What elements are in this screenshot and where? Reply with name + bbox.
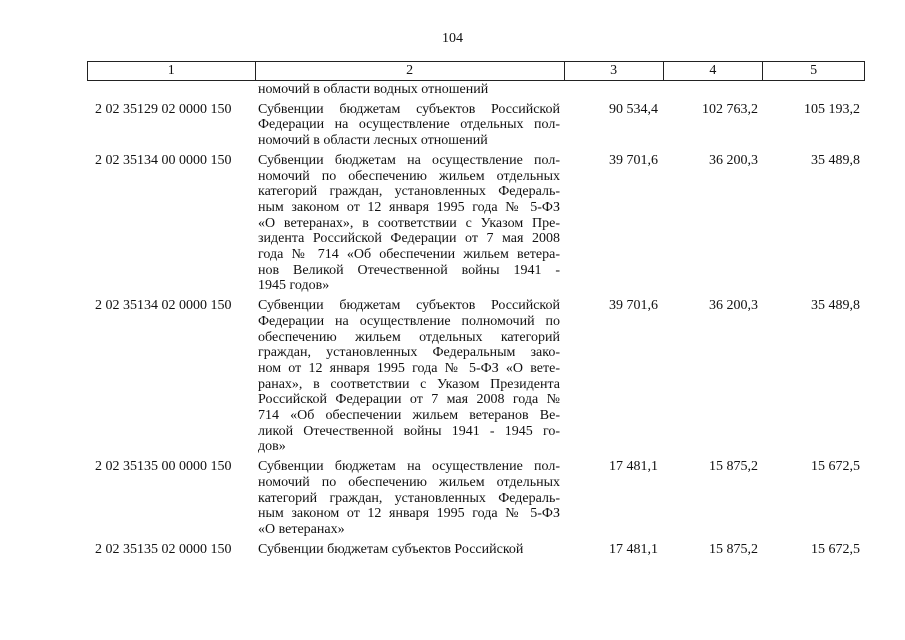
description-line: Субвенции бюджетам субъектов Российской <box>258 541 524 557</box>
description-cell <box>255 102 565 149</box>
table-row <box>87 459 865 538</box>
header-col-3: 3 <box>565 62 664 80</box>
description-line: Субвенции бюджетам на осуществление пол- <box>258 459 560 475</box>
description-line: номочий в области водных отношений <box>258 82 489 97</box>
description-line: Субвенции бюджетам субъектов Российской <box>258 101 560 117</box>
description-line: ным законом от 12 января 1995 года № 5-ФЗ <box>258 199 560 215</box>
description-line: зидента Российской Федерации от 7 мая 2008 <box>258 231 560 247</box>
description-line: номочий в области лесных отношений <box>258 133 488 149</box>
value-year-2-cell: 15 875,2 <box>709 459 758 475</box>
description-line: года № 714 «Об обеспечении жильем ветера- <box>258 247 560 263</box>
description-cell <box>255 542 565 558</box>
description-cell <box>255 459 565 538</box>
description-line: дов» <box>258 439 286 455</box>
description-cell <box>255 298 565 455</box>
value-year-1-cell: 39 701,6 <box>609 152 658 168</box>
budget-code-cell: 2 02 35134 00 0000 150 <box>95 152 232 168</box>
description-line: ранах», в соответствии с Указом Президента <box>258 376 560 392</box>
description-line: обеспечению жильем отдельных категорий <box>258 329 560 345</box>
budget-code-cell: 2 02 35135 00 0000 150 <box>95 459 232 475</box>
value-year-1-cell: 17 481,1 <box>609 541 658 557</box>
value-year-1-cell: 17 481,1 <box>609 459 658 475</box>
value-year-2-cell: 36 200,3 <box>709 152 758 168</box>
header-col-1: 1 <box>88 62 256 80</box>
value-year-2-cell: 36 200,3 <box>709 298 758 314</box>
value-year-3-cell: 15 672,5 <box>811 541 860 557</box>
description-line: номочий по обеспечению жильем отдельных <box>258 168 560 184</box>
value-year-3-cell: 105 193,2 <box>804 101 860 117</box>
table-body <box>87 82 865 561</box>
budget-code-cell: 2 02 35129 02 0000 150 <box>95 101 232 117</box>
description-line: граждан, установленных Федеральным зако- <box>258 345 560 361</box>
description-line: 714 «Об обеспечении жильем ветеранов Ве- <box>258 408 560 424</box>
value-year-2-cell: 102 763,2 <box>702 101 758 117</box>
description-line: Федерации на осуществление отдельных пол- <box>258 117 560 133</box>
description-cell <box>255 153 565 294</box>
value-year-3-cell: 35 489,8 <box>811 152 860 168</box>
table-row <box>87 82 865 98</box>
description-line: категорий граждан, установленных Федераль- <box>258 184 560 200</box>
table-row <box>87 542 865 558</box>
description-line: 1945 годов» <box>258 278 330 294</box>
description-line: категорий граждан, установленных Федераль- <box>258 490 560 506</box>
description-line: «О ветеранах» <box>258 521 345 537</box>
description-cell <box>255 82 565 98</box>
table-row <box>87 153 865 294</box>
value-year-3-cell: 35 489,8 <box>811 298 860 314</box>
value-year-3-cell: 15 672,5 <box>811 459 860 475</box>
budget-code-cell: 2 02 35135 02 0000 150 <box>95 541 232 557</box>
description-line: «О ветеранах», в соответствии с Указом Пре- <box>258 215 560 231</box>
table-header-row <box>87 61 865 81</box>
table-row <box>87 298 865 455</box>
description-line: ном от 12 января 1995 года № 5-ФЗ «О вете- <box>258 360 560 376</box>
description-line: Федерации на осуществление полномочий по <box>258 313 560 329</box>
value-year-2-cell: 15 875,2 <box>709 541 758 557</box>
description-line: ликой Отечественной войны 1941 - 1945 го- <box>258 423 560 439</box>
header-col-4: 4 <box>664 62 764 80</box>
value-year-1-cell: 39 701,6 <box>609 298 658 314</box>
budget-code-cell: 2 02 35134 02 0000 150 <box>95 298 232 314</box>
description-line: ным законом от 12 января 1995 года № 5-ФЗ <box>258 506 560 522</box>
description-line: номочий по обеспечению жильем отдельных <box>258 474 560 490</box>
header-col-5: 5 <box>810 63 818 78</box>
description-line: Субвенции бюджетам на осуществление пол- <box>258 152 560 168</box>
table-row <box>87 102 865 149</box>
value-year-1-cell: 90 534,4 <box>609 101 658 117</box>
header-col-2: 2 <box>256 62 565 80</box>
description-line: нов Великой Отечественной войны 1941 - <box>258 262 560 278</box>
page-number: 104 <box>442 31 463 46</box>
description-line: Субвенции бюджетам субъектов Российской <box>258 298 560 314</box>
description-line: Российской Федерации от 7 мая 2008 года № <box>258 392 560 408</box>
